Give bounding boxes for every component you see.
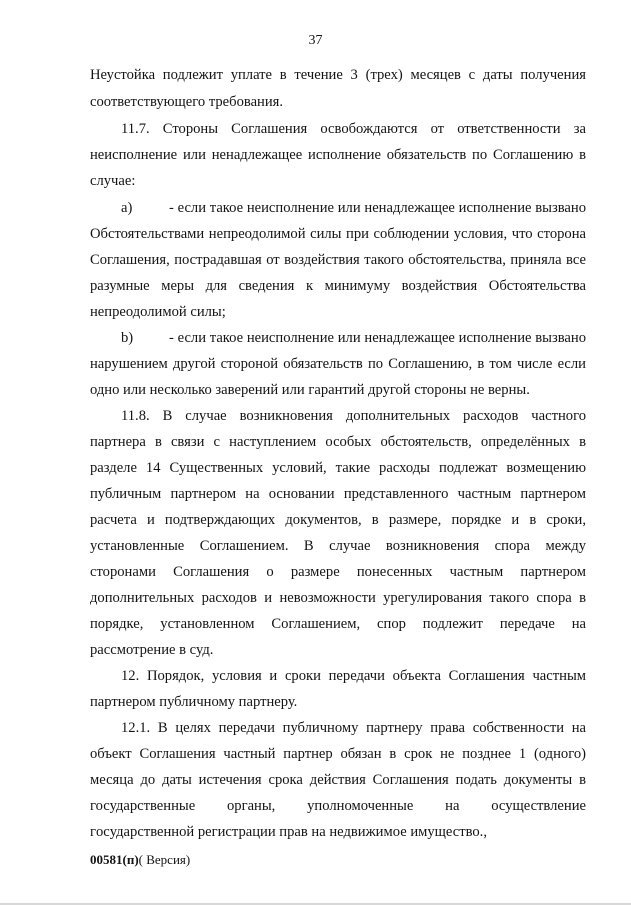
text-line: Соглашения, пострадавшая от воздействия такого обстоятельства, приняла все <box>90 252 586 268</box>
footer-code: 00581(п) <box>90 852 139 867</box>
text-line: объект Соглашения частный партнер обязан в срок не позднее 1 (одного) <box>90 746 586 762</box>
clause-12-1-heading: 12.1. В целях передачи публичному партнеру права собственности на <box>121 720 586 736</box>
text-line: неисполнение или ненадлежащее исполнение обязательств по Соглашению в <box>90 147 586 163</box>
text-line: дополнительных расходов и невозможности урегулирования такого спора в <box>90 590 586 606</box>
text-line: разделе 14 Существенных условий, такие расходы подлежат возмещению <box>90 460 586 476</box>
item-label-b: b) <box>121 330 134 346</box>
text-line: установленные Соглашением. В случае возникновения спора между <box>90 538 586 554</box>
text-line: одно или несколько заверений или гарантий другой стороны не верны. <box>90 382 530 398</box>
text-line: Неустойка подлежит уплате в течение 3 (трех) месяцев с даты получения <box>90 67 586 83</box>
text-line: - если такое неисполнение или ненадлежащее исполнение вызвано <box>169 200 586 216</box>
text-line: партнера в связи с наступлением особых обстоятельств, определённых в <box>90 434 586 450</box>
text-line: рассмотрение в суд. <box>90 642 214 658</box>
item-b <box>121 329 586 347</box>
clause-11-8-heading: 11.8. В случае возникновения дополнительных расходов частного <box>121 408 586 424</box>
item-label-a: a) <box>121 200 133 216</box>
text-line: сторонами Соглашения о размере понесенных частным партнером <box>90 564 586 580</box>
section-12-heading: 12. Порядок, условия и сроки передачи объекта Соглашения частным <box>121 668 586 684</box>
text-line: порядке, установленном Соглашением, спор подлежит передаче на <box>90 616 586 632</box>
text-line: расчета и подтверждающих документов, в размере, порядке и в сроки, <box>90 512 586 528</box>
text-line: нарушением другой стороной обязательств по Соглашению, в том числе если <box>90 356 586 372</box>
footer-version: ( Версия) <box>138 852 191 867</box>
text-line: непреодолимой силы; <box>90 304 226 320</box>
text-line: соответствующего требования. <box>90 94 284 110</box>
text-line: разумные меры для сведения к минимуму воздействия Обстоятельства <box>90 278 586 294</box>
page-number: 37 <box>308 33 323 48</box>
text-line: месяца до даты истечения срока действия Соглашения подать документы в <box>90 772 586 788</box>
text-line: партнером публичному партнеру. <box>90 694 298 710</box>
document-footer <box>90 852 190 868</box>
text-line: - если такое неисполнение или ненадлежащее исполнение вызвано <box>169 330 586 346</box>
text-line: государственные органы, уполномоченные на осуществление <box>90 798 586 814</box>
text-line: гocударственной регистрации прав на недвижимое имущество., <box>90 824 487 840</box>
clause-11-7-heading: 11.7. Стороны Соглашения освобождаются от ответственности за <box>121 121 586 137</box>
text-line: Обстоятельствами непреодолимой силы при соблюдении условия, что сторона <box>90 226 586 242</box>
text-line: случае: <box>90 173 136 189</box>
item-a <box>121 199 586 217</box>
text-line: публичным партнером на основании представленного частным партнером <box>90 486 586 502</box>
